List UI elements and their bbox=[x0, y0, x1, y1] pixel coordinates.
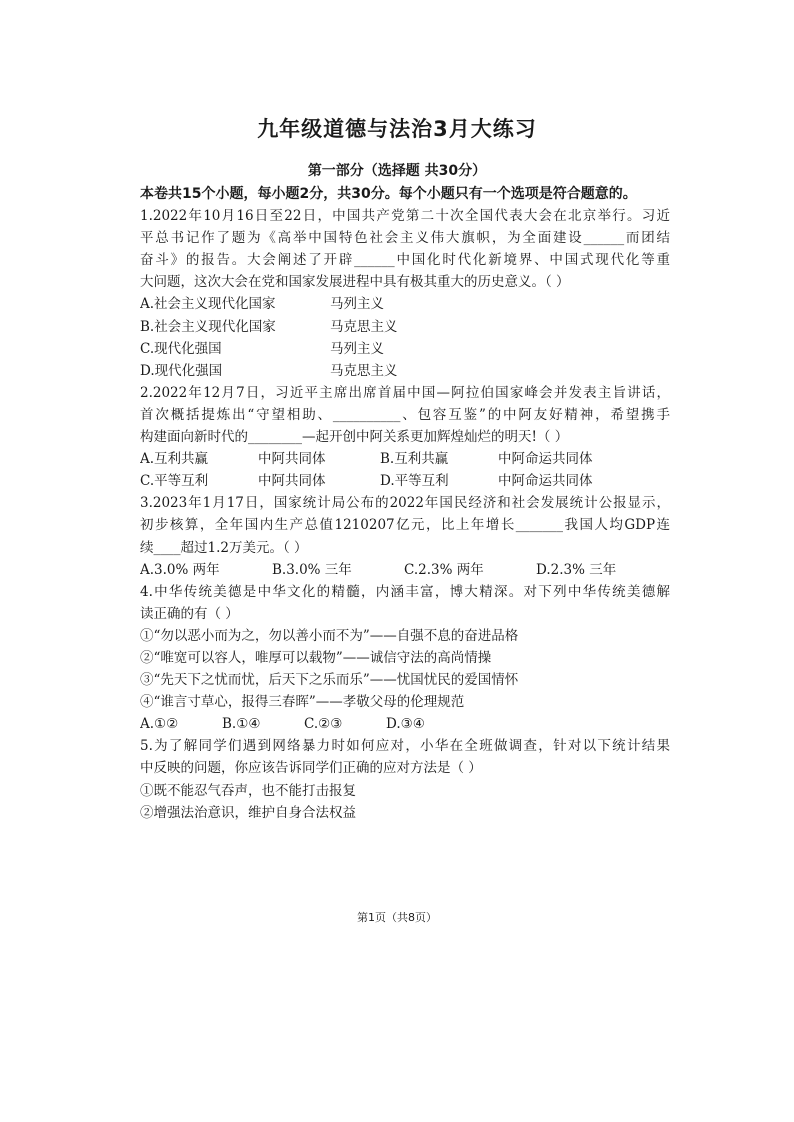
question-5 bbox=[140, 735, 670, 823]
question-2 bbox=[140, 382, 670, 492]
option-row: A.3.0% 两年 B.3.0% 三年 C.2.3% 两年 D.2.3% 三年 bbox=[140, 561, 617, 578]
question-3 bbox=[140, 492, 670, 580]
page-footer: 第1页（共8页） bbox=[357, 911, 437, 924]
statement-2: ②增强法治意识，维护自身合法权益 bbox=[140, 804, 356, 821]
question-line: 读正确的有（ ） bbox=[140, 605, 239, 622]
option-a: A.社会主义现代化国家 马列主义 bbox=[140, 296, 384, 313]
statement-1: ①“勿以恶小而为之，勿以善小而不为”——自强不息的奋进品格 bbox=[140, 627, 519, 644]
question-line: 大问题，这次大会在党和国家发展进程中具有极其重大的历史意义。（ ） bbox=[140, 274, 570, 291]
question-line: 4.中华传统美德是中华文化的精髓，内涵丰富，博大精深。对下列中华传统美德解 bbox=[140, 583, 670, 600]
option-c: C.现代化强国 马列主义 bbox=[140, 340, 384, 357]
exam-content bbox=[140, 183, 670, 824]
option-row: A.互利共赢 中阿共同体 B.互利共赢 中阿命运共同体 bbox=[140, 451, 593, 468]
question-line: 2.2022年12月7日，习近平主席出席首届中国—阿拉伯国家峰会并发表主旨讲话， bbox=[140, 384, 670, 401]
option-row: A.①② B.①④ C.②③ D.③④ bbox=[140, 716, 425, 733]
question-line: 奋斗》的报告。大会阐述了开辟______中国化时代化新境界、中国式现代化等重 bbox=[140, 252, 670, 269]
option-b: B.社会主义现代化国家 马克思主义 bbox=[140, 318, 398, 335]
question-line: 构建面向新时代的________—起开创中阿关系更加辉煌灿烂的明天!（ ） bbox=[140, 429, 569, 446]
statement-3: ③“先天下之忧而忧，后天下之乐而乐”——忧国忧民的爱国情怀 bbox=[140, 672, 519, 689]
question-line: 3.2023年1月17日，国家统计局公布的2022年国民经济和社会发展统计公报显示， bbox=[140, 495, 670, 512]
question-line: 初步核算，全年国内生产总值1210207亿元，比上年增长_______我国人均GDP连 bbox=[140, 517, 670, 534]
part-header: 第一部分（选择题 共30分） bbox=[307, 163, 487, 179]
option-d: D.现代化强国 马克思主义 bbox=[140, 362, 398, 379]
statement-1: ①既不能忍气吞声，也不能打击报复 bbox=[140, 782, 356, 799]
statement-4: ④“谁言寸草心，报得三春晖”——孝敬父母的伦理规范 bbox=[140, 694, 465, 711]
question-line: 首次概括提炼出“守望相助、__________、包容互鉴”的中阿友好精神，希望携手 bbox=[140, 406, 670, 423]
question-4 bbox=[140, 581, 670, 736]
question-line: 平总书记作了题为《高举中国特色社会主义伟大旗帜，为全面建设______而团结 bbox=[140, 230, 670, 247]
question-line: 续____超过1.2万美元。（ ） bbox=[140, 539, 308, 556]
question-1 bbox=[140, 205, 670, 382]
question-line: 1.2022年10月16日至22日，中国共产党第二十次全国代表大会在北京举行。习近 bbox=[140, 208, 670, 225]
option-row: C.平等互利 中阿共同体 D.平等互利 中阿命运共同体 bbox=[140, 473, 593, 490]
exam-title: 九年级道德与法治3月大练习 bbox=[257, 117, 537, 141]
statement-2: ②“唯宽可以容人，唯厚可以载物”——诚信守法的高尚情操 bbox=[140, 649, 492, 666]
question-line: 5.为了解同学们遇到网络暴力时如何应对，小华在全班做调查，针对以下统计结果 bbox=[140, 738, 670, 755]
question-line: 中反映的问题，你应该告诉同学们正确的应对方法是（ ） bbox=[140, 760, 482, 777]
instructions: 本卷共15个小题，每小题2分，共30分。每个小题只有一个选项是符合题意的。 bbox=[140, 186, 637, 202]
